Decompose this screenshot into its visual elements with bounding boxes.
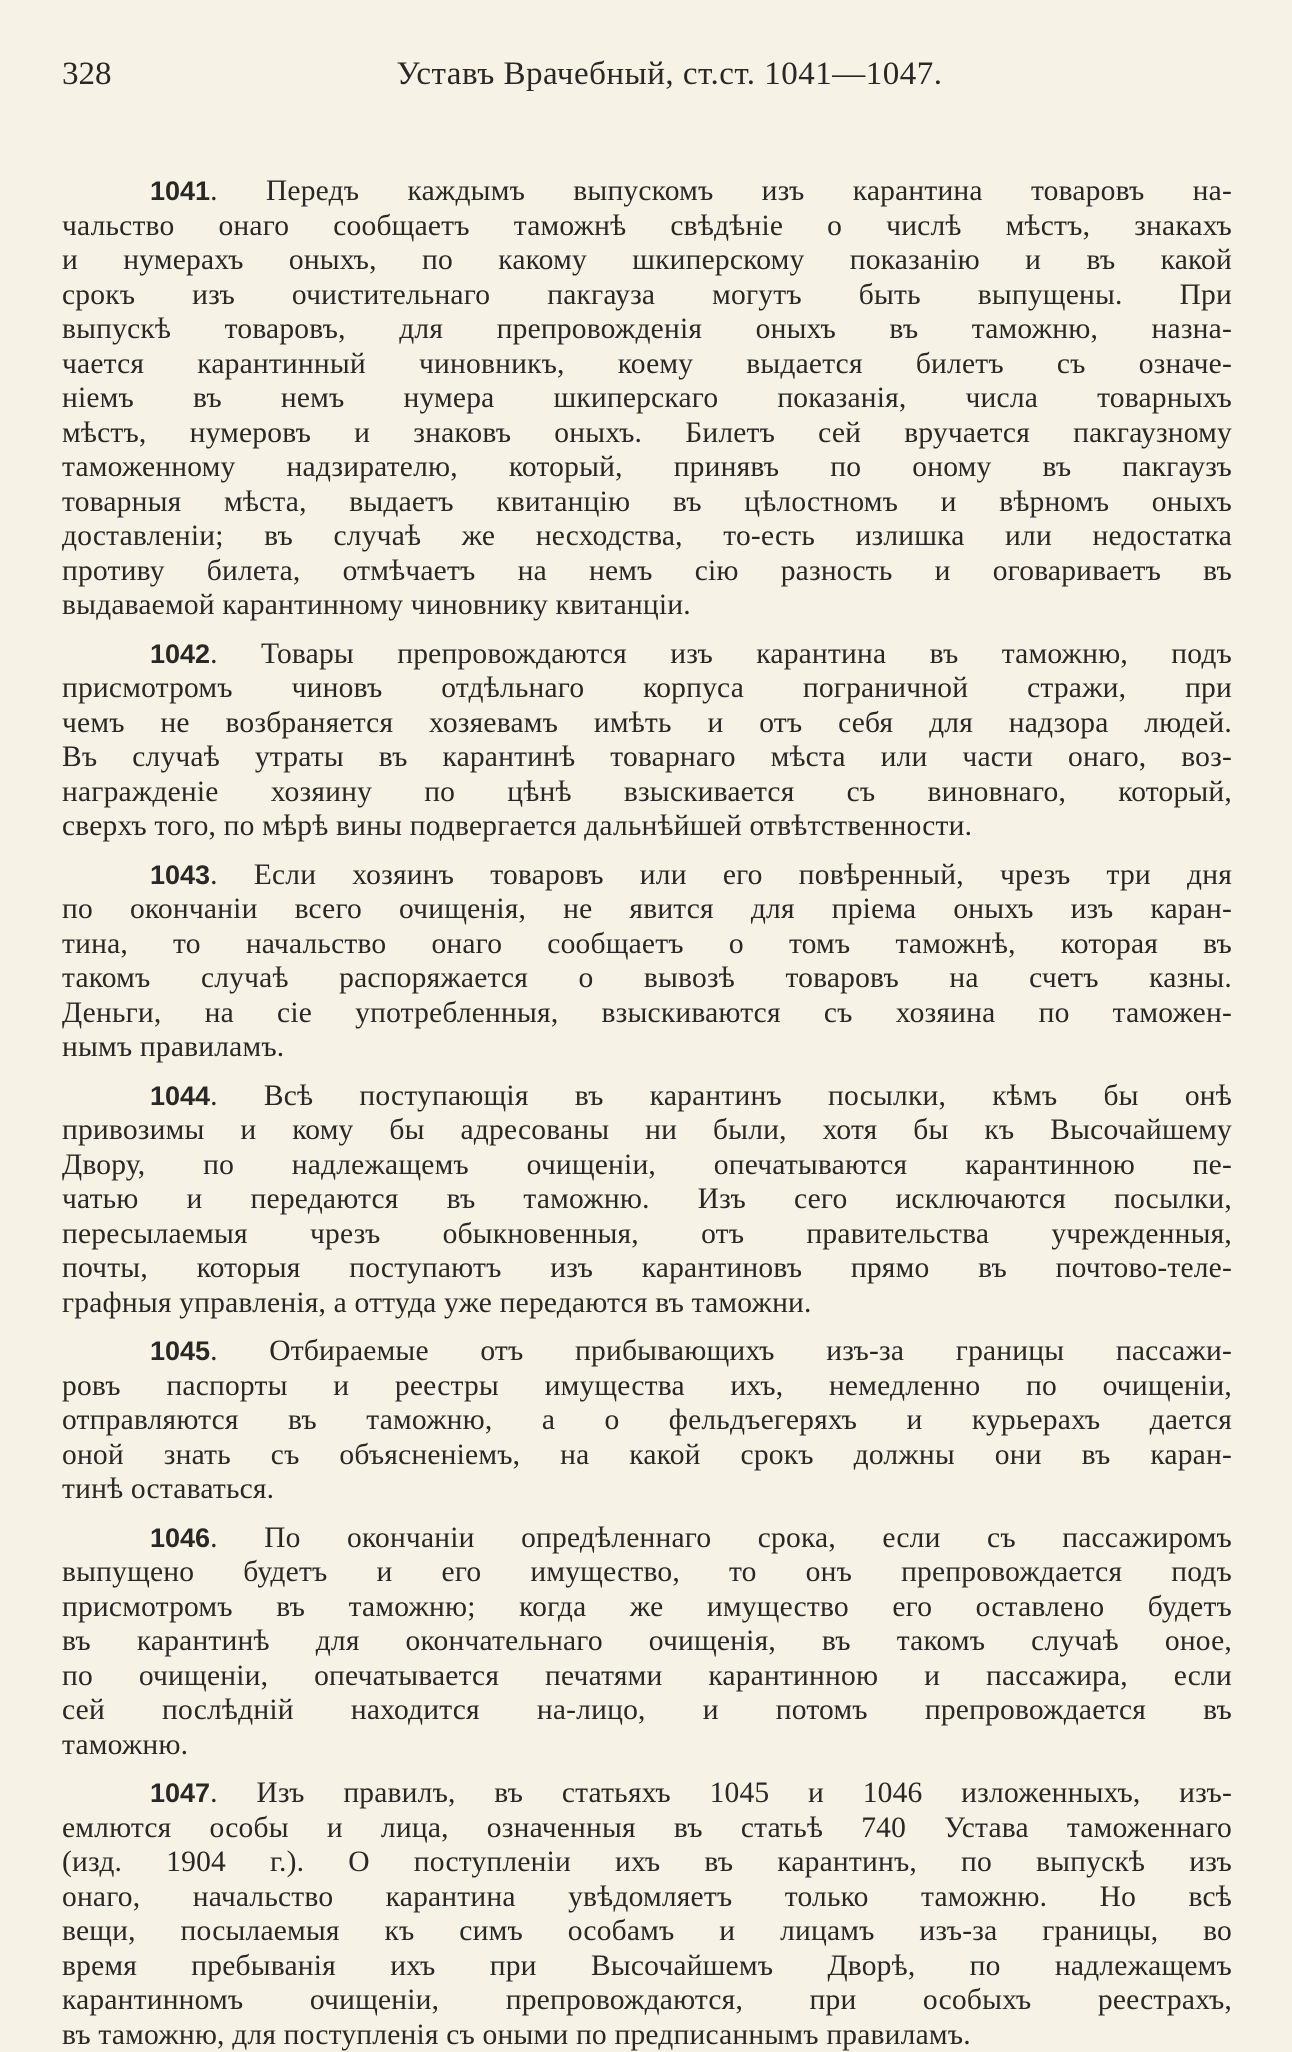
line-text: вещи, посылаемыя къ симъ особамъ и лицамъ изъ-за границы, во [62, 1915, 1232, 1947]
line-text: ніемъ въ немъ нумера шкиперскаго показанія, числа товарныхъ [62, 382, 1232, 414]
article-line [62, 1334, 1232, 1369]
article-line [62, 1521, 1232, 1556]
line-text: время пребыванія ихъ при Высочайшемъ Дворѣ, по надлежащемъ [62, 1950, 1232, 1982]
line-text: присмотромъ чиновъ отдѣльнаго корпуса пограничной стражи, при [62, 672, 1232, 704]
article-line [62, 858, 1232, 893]
article-line [62, 1182, 1232, 1217]
article-line [62, 209, 1232, 244]
line-text: ровъ паспорты и реестры имущества ихъ, немедленно по очищеніи, [62, 1370, 1232, 1402]
line-text: въ карантинѣ для окончательнаго очищенія, въ такомъ случаѣ оное, [62, 1625, 1232, 1657]
running-title: Уставъ Врачебный, ст.ст. 1041—1047. [252, 56, 1087, 93]
article-1042 [62, 637, 1232, 844]
article-line [62, 1472, 1232, 1507]
article-line [62, 243, 1232, 278]
line-text: . Если хозяинъ товаровъ или его повѣренный, чрезъ три дня [210, 859, 1232, 891]
line-text: таможню. [62, 1729, 188, 1761]
line-text: Деньги, на сіе употребленныя, взыскиваются съ хозяина по таможен- [62, 997, 1232, 1029]
line-text: въ таможню, для поступленія съ оными по предписаннымъ правиламъ. [62, 2019, 971, 2051]
line-text: тинѣ оставаться. [62, 1473, 274, 1505]
article-line [62, 450, 1232, 485]
line-text: выпускѣ товаровъ, для препровожденія оныхъ въ таможню, назна- [62, 313, 1232, 345]
line-text: (изд. 1904 г.). О поступленіи ихъ въ карантинъ, по выпускѣ изъ [62, 1846, 1232, 1878]
article-number: 1044 [150, 1081, 210, 1111]
line-text: доставленіи; въ случаѣ же несходства, то-есть излишка или недостатка [62, 520, 1232, 552]
article-line [62, 1693, 1232, 1728]
line-text: сей послѣдній находится на-лицо, и потомъ препровождается въ [62, 1694, 1232, 1726]
line-text: противу билета, отмѣчаетъ на немъ сію разность и оговариваетъ въ [62, 555, 1232, 587]
article-line [62, 892, 1232, 927]
line-text: тина, то начальство онаго сообщаетъ о томъ таможнѣ, которая въ [62, 928, 1232, 960]
line-text: чемъ не возбраняется хозяевамъ имѣть и отъ себя для надзора людей. [62, 707, 1232, 739]
line-text: товарныя мѣста, выдаетъ квитанцію въ цѣлостномъ и вѣрномъ оныхъ [62, 486, 1232, 518]
article-number: 1045 [150, 1336, 210, 1366]
article-line [62, 1030, 1232, 1065]
line-text: емлются особы и лица, означенныя въ статьѣ 740 Устава таможеннаго [62, 1812, 1232, 1844]
article-line [62, 1113, 1232, 1148]
article-line [62, 1555, 1232, 1590]
article-line [62, 1811, 1232, 1846]
article-line [62, 1845, 1232, 1880]
article-line [62, 809, 1232, 844]
article-line [62, 588, 1232, 623]
article-line [62, 2018, 1232, 2052]
article-number: 1042 [150, 639, 210, 669]
line-text: чатью и передаются въ таможню. Изъ сего исключаются посылки, [62, 1183, 1232, 1215]
article-line [62, 278, 1232, 313]
page-number: 328 [62, 56, 252, 93]
article-1045 [62, 1334, 1232, 1507]
line-text: Двору, по надлежащемъ очищеніи, опечатываются карантинною пе- [62, 1149, 1232, 1181]
article-line [62, 740, 1232, 775]
line-text: выдаваемой карантинному чиновнику квитанціи. [62, 589, 691, 621]
article-number: 1046 [150, 1523, 210, 1553]
article-line [62, 1148, 1232, 1183]
line-text: и нумерахъ оныхъ, по какому шкиперскому показанію и въ какой [62, 244, 1232, 276]
article-line [62, 775, 1232, 810]
article-line [62, 1659, 1232, 1694]
article-line [62, 1728, 1232, 1763]
line-text: оной знать съ объясненіемъ, на какой срокъ должны они въ каран- [62, 1439, 1232, 1471]
article-line [62, 1217, 1232, 1252]
line-text: чальство онаго сообщаетъ таможнѣ свѣдѣніе о числѣ мѣстъ, знакахъ [62, 210, 1232, 242]
article-number: 1047 [150, 1778, 210, 1808]
article-line [62, 1286, 1232, 1321]
article-line [62, 961, 1232, 996]
article-1041 [62, 174, 1232, 623]
line-text: выпущено будетъ и его имущество, то онъ препровождается подъ [62, 1556, 1232, 1588]
article-line [62, 312, 1232, 347]
line-text: таможенному надзирателю, который, принявъ по оному въ пакгаузъ [62, 451, 1232, 483]
line-text: мѣстъ, нумеровъ и знаковъ оныхъ. Билетъ сей вручается пакгаузному [62, 417, 1232, 449]
article-line [62, 1949, 1232, 1984]
article-line [62, 706, 1232, 741]
line-text: чается карантинный чиновникъ, коему выдается билетъ съ означе- [62, 348, 1232, 380]
line-text: карантинномъ очищеніи, препровождаются, при особыхъ реестрахъ, [62, 1984, 1232, 2016]
article-line [62, 996, 1232, 1031]
line-text: пересылаемыя чрезъ обыкновенныя, отъ правительства учрежденныя, [62, 1218, 1232, 1250]
line-text: такомъ случаѣ распоряжается о вывозѣ товаровъ на счетъ казны. [62, 962, 1232, 994]
article-line [62, 485, 1232, 520]
article-line [62, 1590, 1232, 1625]
line-text: почты, которыя поступаютъ изъ карантиновъ прямо въ почтово-теле- [62, 1252, 1232, 1284]
article-line [62, 1880, 1232, 1915]
line-text: . По окончаніи опредѣленнаго срока, если съ пассажиромъ [210, 1522, 1232, 1554]
article-1046 [62, 1521, 1232, 1763]
article-line [62, 637, 1232, 672]
line-text: срокъ изъ очистительнаго пакгауза могутъ быть выпущены. При [62, 279, 1232, 311]
article-line [62, 1079, 1232, 1114]
line-text: . Передъ каждымъ выпускомъ изъ карантина товаровъ на- [210, 175, 1232, 207]
article-line [62, 554, 1232, 589]
article-line [62, 927, 1232, 962]
article-line [62, 1438, 1232, 1473]
line-text: . Изъ правилъ, въ статьяхъ 1045 и 1046 изложенныхъ, изъ- [210, 1777, 1232, 1809]
article-line [62, 519, 1232, 554]
article-line [62, 1369, 1232, 1404]
line-text: сверхъ того, по мѣрѣ вины подвергается дальнѣйшей отвѣтственности. [62, 810, 972, 842]
article-line [62, 1624, 1232, 1659]
article-line [62, 1914, 1232, 1949]
article-line [62, 1251, 1232, 1286]
page-header [62, 56, 1232, 108]
line-text: по окончаніи всего очищенія, не явится для пріема оныхъ изъ каран- [62, 893, 1232, 925]
line-text: . Всѣ поступающія въ карантинъ посылки, кѣмъ бы онѣ [210, 1080, 1232, 1112]
article-line [62, 1403, 1232, 1438]
article-line [62, 671, 1232, 706]
document-body [62, 174, 1232, 2052]
line-text: онаго, начальство карантина увѣдомляетъ только таможню. Но всѣ [62, 1881, 1232, 1913]
article-1044 [62, 1079, 1232, 1321]
line-text: отправляются въ таможню, а о фельдъегеряхъ и курьерахъ дается [62, 1404, 1232, 1436]
article-number: 1043 [150, 860, 210, 890]
article-line [62, 174, 1232, 209]
article-line [62, 381, 1232, 416]
article-1047 [62, 1776, 1232, 2052]
article-line [62, 1776, 1232, 1811]
article-1043 [62, 858, 1232, 1065]
article-line [62, 1983, 1232, 2018]
line-text: . Товары препровождаются изъ карантина въ таможню, подъ [210, 638, 1232, 670]
line-text: награжденіе хозяину по цѣнѣ взыскивается съ виновнаго, который, [62, 776, 1232, 808]
article-number: 1041 [150, 176, 210, 206]
line-text: . Отбираемые отъ прибывающихъ изъ-за границы пассажи- [210, 1335, 1232, 1367]
line-text: привозимы и кому бы адресованы ни были, хотя бы къ Высочайшему [62, 1114, 1232, 1146]
line-text: Въ случаѣ утраты въ карантинѣ товарнаго мѣста или части онаго, воз- [62, 741, 1232, 773]
article-line [62, 347, 1232, 382]
line-text: нымъ правиламъ. [62, 1031, 284, 1063]
line-text: присмотромъ въ таможню; когда же имущество его оставлено будетъ [62, 1591, 1232, 1623]
article-line [62, 416, 1232, 451]
line-text: по очищеніи, опечатывается печатями карантинною и пассажира, если [62, 1660, 1232, 1692]
line-text: графныя управленія, а оттуда уже передаются въ таможни. [62, 1287, 812, 1319]
